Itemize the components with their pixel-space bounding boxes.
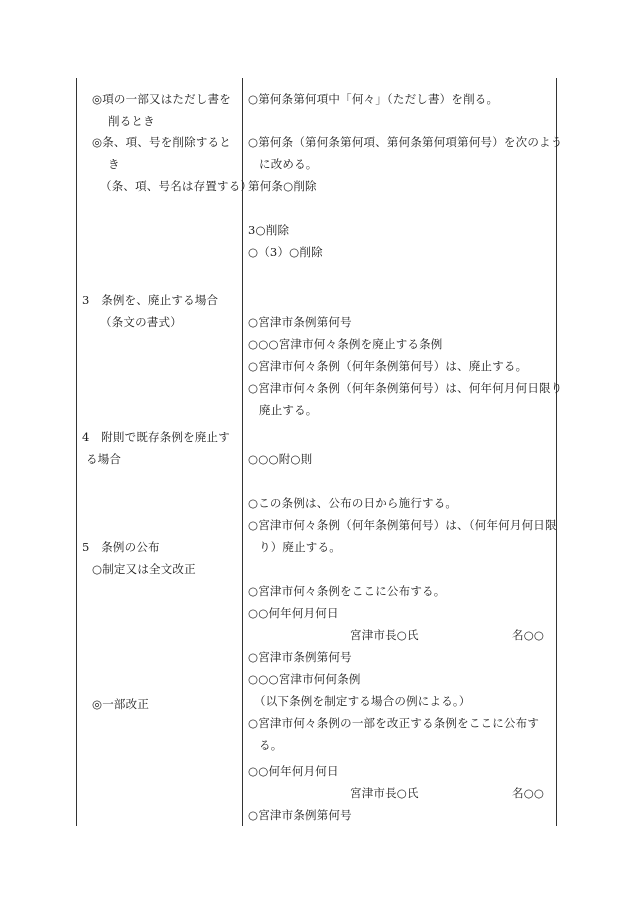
right-cell-text: 廃止する。: [259, 403, 318, 417]
mayor-name-suffix: 名○○: [512, 786, 545, 800]
left-cell-text: ◎項の一部又はただし書を: [92, 92, 231, 106]
section-heading: 5 条例の公布: [82, 540, 160, 554]
left-cell-text: ◎条、項、号を削除すると: [92, 135, 231, 149]
left-cell-text: （条文の書式）: [100, 315, 182, 329]
right-cell-text: ○宮津市何々条例の一部を改正する条例をここに公布す: [248, 716, 540, 730]
right-cell-text: ○第何条（第何条第何項、第何条第何項第何号）を次のよう: [248, 135, 563, 149]
right-cell-text: ○宮津市何々条例をここに公布する。: [248, 584, 446, 598]
left-cell-text: （条、項、号名は存置する）: [100, 179, 253, 193]
left-cell-text: 削るとき: [108, 114, 155, 128]
mayor-name: 宮津市長○氏: [350, 786, 419, 800]
right-cell-text: 第何条○削除: [248, 179, 317, 193]
right-cell-text: ○○○附○則: [248, 452, 313, 466]
right-cell-text: ○宮津市何々条例（何年条例第何号）は、廃止する。: [248, 359, 528, 373]
mayor-name: 宮津市長○氏: [350, 628, 419, 642]
section-heading: る場合: [86, 452, 122, 466]
section-heading: 4 附則で既存条例を廃止す: [82, 430, 230, 444]
right-cell-text: る。: [259, 738, 283, 752]
right-cell-text: ○第何条第何項中「何々」（ただし書）を削る。: [248, 92, 499, 106]
right-cell-text: ○○○宮津市何々条例を廃止する条例: [248, 337, 443, 351]
right-cell-text: ○宮津市条例第何号: [248, 650, 352, 664]
right-cell-text: に改める。: [259, 157, 318, 171]
left-cell-text: ○制定又は全文改正: [92, 562, 196, 576]
right-cell-text: ○宮津市条例第何号: [248, 315, 352, 329]
right-cell-text: ○宮津市何々条例（何年条例第何号）は、（何年何月何日限: [248, 518, 557, 532]
table-left-border: [76, 78, 77, 826]
right-cell-text: ○宮津市何々条例（何年条例第何号）は、何年何月何日限り: [248, 381, 563, 395]
right-cell-text: ○宮津市条例第何号: [248, 808, 352, 822]
right-cell-text: ○○○宮津市何何条例: [248, 672, 361, 686]
left-cell-text: ◎一部改正: [92, 697, 150, 711]
right-cell-text: り）廃止する。: [259, 540, 341, 554]
right-cell-text: ○○何年何月何日: [248, 606, 339, 620]
mayor-name-suffix: 名○○: [512, 628, 545, 642]
right-cell-text: 3○削除: [248, 223, 290, 237]
section-heading: 3 条例を、廃止する場合: [82, 293, 219, 307]
table-right-border: [556, 78, 557, 826]
right-cell-text: ○○何年何月何日: [248, 764, 339, 778]
left-cell-text: き: [108, 157, 120, 171]
right-cell-text: （以下条例を制定する場合の例による。）: [254, 694, 471, 708]
right-cell-text: ○この条例は、公布の日から施行する。: [248, 496, 458, 510]
right-cell-text: ○（3）○削除: [248, 245, 323, 259]
